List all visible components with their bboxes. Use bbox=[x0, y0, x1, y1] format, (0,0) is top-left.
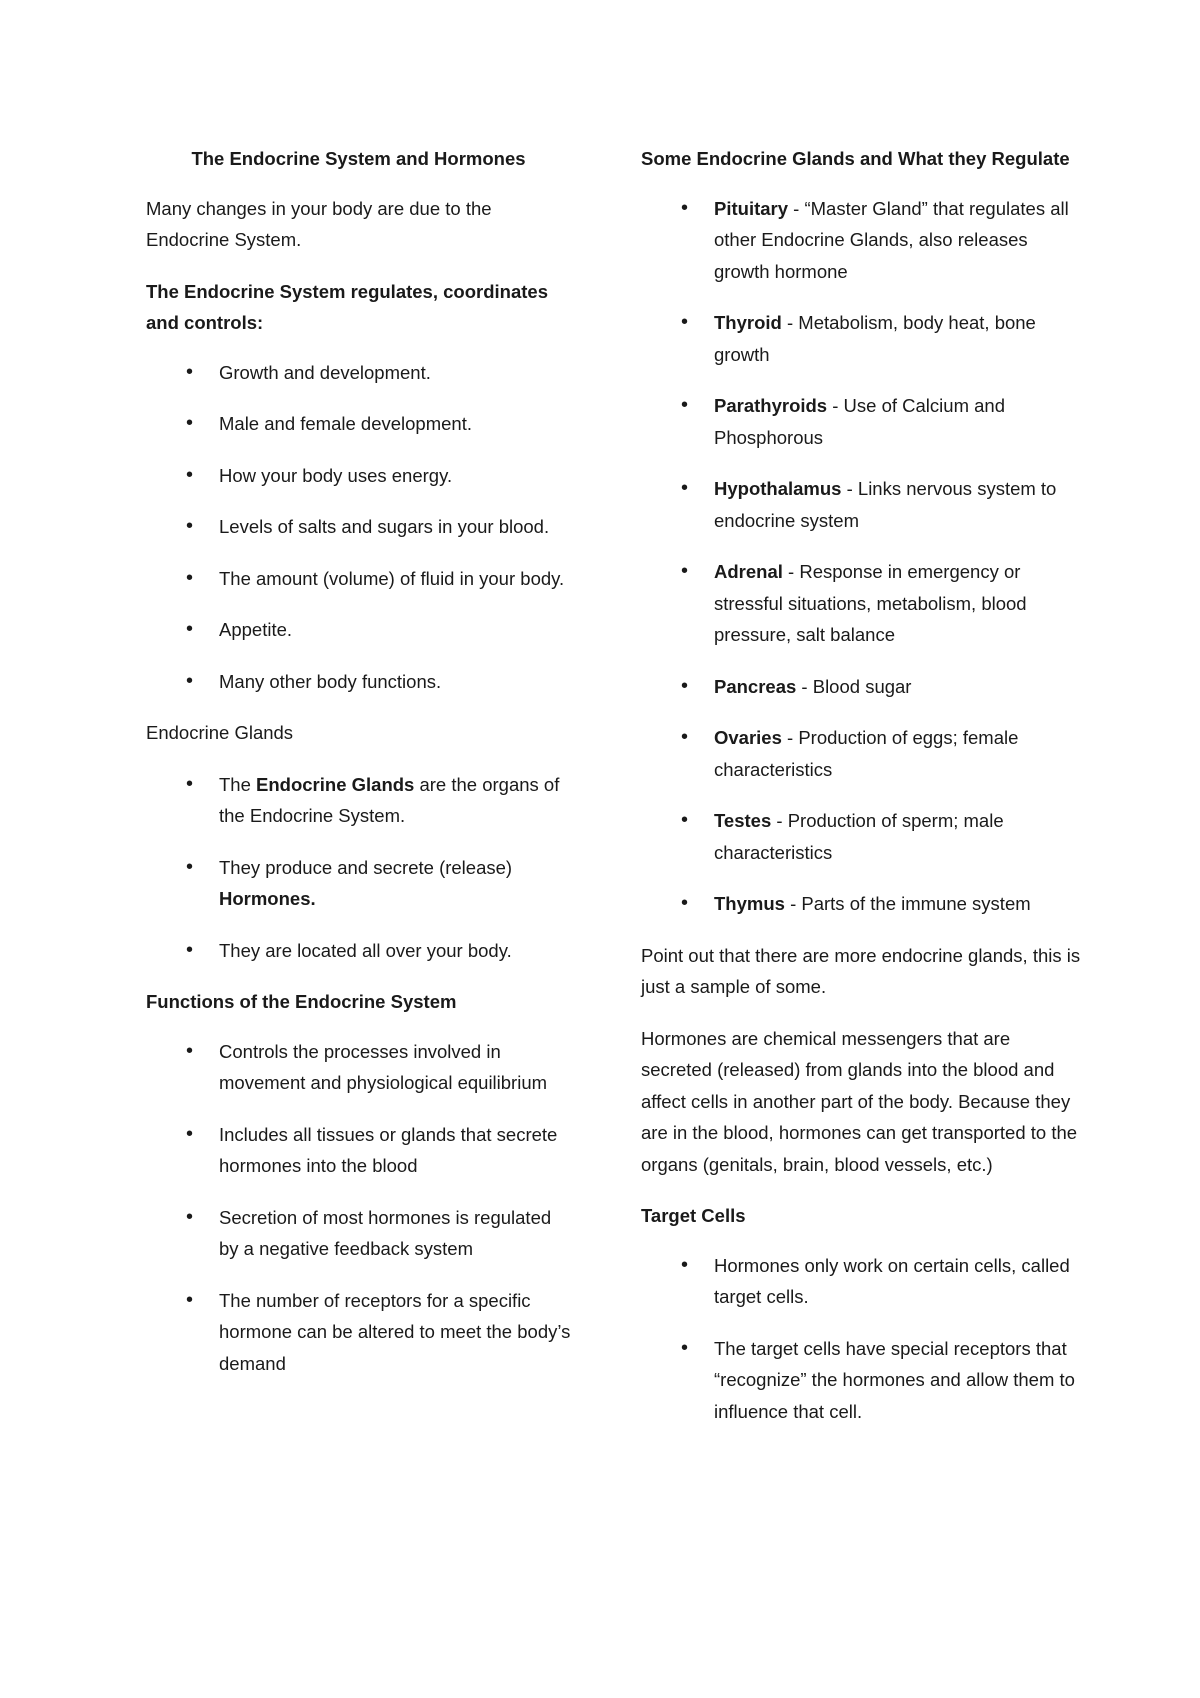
list-item bbox=[146, 852, 571, 915]
gland-item bbox=[641, 473, 1081, 536]
hormones-paragraph: Hormones are chemical messengers that are secreted (released) from glands into the blood and affect cells in another part of the body. Because they are in the blood, hormones can get transported to the organs (genitals, brain, blood vessels, etc.) bbox=[641, 1027, 1078, 1175]
gland-description: - Metabolism, body heat, bone growth bbox=[714, 312, 1036, 365]
list-item bbox=[146, 769, 571, 832]
regulates-heading: The Endocrine System regulates, coordinates and controls: bbox=[146, 280, 548, 333]
functions-heading: Functions of the Endocrine System bbox=[146, 991, 457, 1012]
glands-heading: Endocrine Glands bbox=[146, 722, 294, 743]
gland-item bbox=[641, 671, 1081, 703]
list-item: • Male and female development. bbox=[146, 408, 571, 440]
gland-description: - Use of Calcium and Phosphorous bbox=[714, 395, 1005, 448]
list-item: • Appetite. bbox=[146, 614, 571, 646]
list-item: • The amount (volume) of fluid in your body. bbox=[146, 563, 571, 595]
list-item: • The number of receptors for a specific hormone can be altered to meet the body’s demand bbox=[146, 1285, 571, 1380]
gland-name: Pituitary bbox=[714, 197, 789, 219]
gland-name: Parathyroids bbox=[714, 395, 828, 416]
gland-description: - Response in emergency or stressful situations, metabolism, blood pressure, salt balance bbox=[714, 561, 1027, 645]
target-cells-list bbox=[641, 1250, 1081, 1428]
text-segment: are the organs of the Endocrine System. bbox=[219, 773, 560, 826]
gland-item bbox=[641, 193, 1081, 288]
gland-item bbox=[641, 307, 1081, 370]
gland-item bbox=[641, 888, 1081, 920]
bold-term: Hormones. bbox=[219, 888, 316, 909]
list-item: • How your body uses energy. bbox=[146, 460, 571, 492]
glands-regulate-heading: Some Endocrine Glands and What they Regulate bbox=[641, 148, 1070, 169]
list-item: • They are located all over your body. bbox=[146, 935, 571, 967]
note-paragraph: Point out that there are more endocrine glands, this is just a sample of some. bbox=[641, 944, 1081, 997]
gland-list bbox=[641, 193, 1081, 920]
gland-description: - Parts of the immune system bbox=[784, 893, 1031, 914]
text-segment: They produce and secrete (release) bbox=[219, 856, 513, 878]
gland-description: - “Master Gland” that regulates all other Endocrine Glands, also releases growth hormone bbox=[714, 197, 1069, 282]
list-item: • Growth and development. bbox=[146, 357, 571, 389]
gland-name: Pancreas bbox=[714, 675, 797, 697]
gland-name: Hypothalamus bbox=[714, 478, 842, 499]
gland-name: Testes bbox=[714, 810, 772, 831]
gland-item bbox=[641, 805, 1081, 868]
gland-item bbox=[641, 556, 1081, 651]
intro-paragraph: Many changes in your body are due to the Endocrine System. bbox=[146, 197, 492, 250]
text-segment: The bbox=[219, 773, 257, 795]
left-column bbox=[146, 143, 571, 1399]
gland-name: Ovaries bbox=[714, 727, 782, 748]
gland-description: - Production of eggs; female characteristics bbox=[714, 727, 1019, 780]
right-column bbox=[641, 143, 1081, 1447]
gland-name: Thyroid bbox=[714, 312, 782, 333]
gland-description: - Links nervous system to endocrine system bbox=[714, 478, 1057, 531]
list-item: • Includes all tissues or glands that secrete hormones into the blood bbox=[146, 1119, 571, 1182]
bold-term: Endocrine Glands bbox=[256, 773, 415, 795]
functions-list bbox=[146, 1036, 571, 1380]
target-cells-heading: Target Cells bbox=[641, 1205, 746, 1226]
glands-list bbox=[146, 769, 571, 967]
list-item: • Hormones only work on certain cells, called target cells. bbox=[641, 1250, 1081, 1313]
gland-name: Adrenal bbox=[714, 561, 783, 582]
list-item: • Secretion of most hormones is regulated by a negative feedback system bbox=[146, 1202, 571, 1265]
list-item: • The target cells have special receptors that “recognize” the hormones and allow them to influence that cell. bbox=[641, 1333, 1081, 1428]
list-item: • Many other body functions. bbox=[146, 666, 571, 698]
gland-item bbox=[641, 390, 1081, 453]
document-title: The Endocrine System and Hormones bbox=[191, 148, 526, 169]
list-item: • Levels of salts and sugars in your blood. bbox=[146, 511, 571, 543]
gland-name: Thymus bbox=[714, 893, 785, 914]
regulates-list bbox=[146, 357, 571, 698]
gland-description: - Production of sperm; male characteristics bbox=[714, 810, 1004, 863]
gland-description: - Blood sugar bbox=[796, 675, 912, 697]
list-item: • Controls the processes involved in movement and physiological equilibrium bbox=[146, 1036, 571, 1099]
gland-item bbox=[641, 722, 1081, 785]
